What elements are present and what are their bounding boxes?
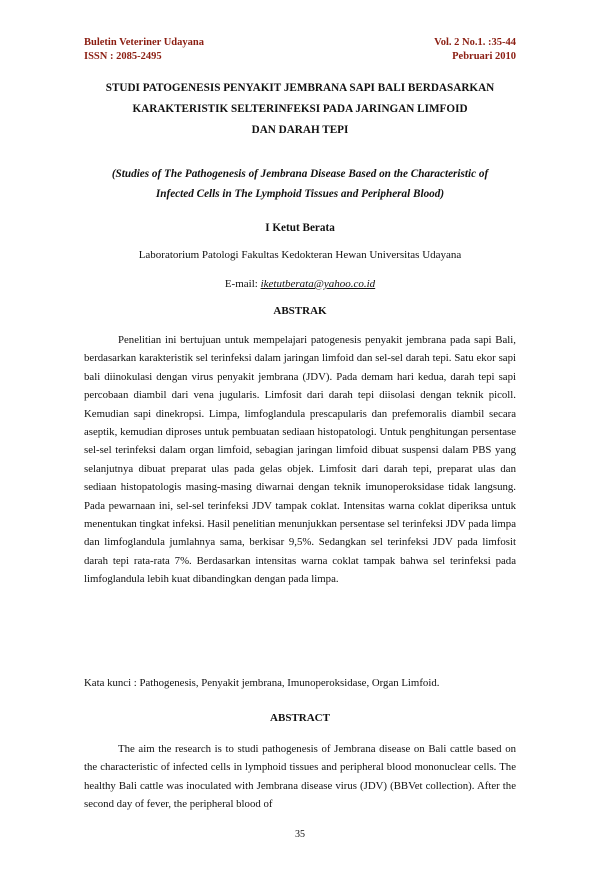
author-name: I Ketut Berata (265, 222, 335, 234)
volume-info: Vol. 2 No.1. :35-44 (434, 37, 516, 48)
english-title (80, 164, 520, 204)
abstrak-heading: ABSTRAK (273, 305, 327, 317)
journal-header-right (434, 36, 516, 64)
english-title-line-2: Infected Cells in The Lymphoid Tissues and Peripheral Blood) (155, 188, 445, 200)
paper-title (70, 78, 530, 141)
author-affiliation: Laboratorium Patologi Fakultas Kedokteran Hewan Universitas Udayana (138, 249, 462, 261)
page-number: 35 (295, 829, 305, 840)
email-label: E-mail: (224, 278, 258, 290)
email-link[interactable]: iketutberata@yahoo.co.id (260, 278, 376, 290)
title-line-2: KARAKTERISTIK SELTERINFEKSI PADA JARINGAN LIMFOID (132, 103, 468, 115)
abstrak-text: Penelitian ini bertujuan untuk mempelajari patogenesis penyakit jembrana pada sapi Bali, berdasarkan karakteristik sel terinfeksi dalam jaringan limfoid dan sel-sel darah tepi. Satu ekor sapi bali diinokulasi dengan virus penyakit jembrana (JDV). Pada demam hari kedua, darah tepi sapi percobaan diambil dari vena jugularis. Limfosit dari darah tepi diisolasi dengan teknik picoll. Kemudian sapi dinekropsi. Limpa, limfoglandula prescapularis dan prefemoralis diambil secara aseptik, kemudian diproses untuk pembuatan sediaan histopatologi. Untuk penghitungan persentase sel-sel terinfeksi dalam organ limfoid, sebagian jaringan limfoid dibuat suspensi dalam PBS yang selanjutnya dibuat preparat ulas pada gelas objek. Limfosit dari darah tepi, preparat ulas dan sediaan histopatologis masing-masing diwarnai dengan teknik imunoperoksidase tidak langsung. Pada pewarnaan ini, sel-sel terinfeksi JDV tampak coklat. Intensitas warna coklat diperiksa untuk menentukan tingkat infeksi. Hasil penelitian menunjukkan persentase sel terinfeksi JDV pada limpa dan limfoglandula jumlahnya sama, berkisar 9,5%. Sedangkan sel terinfeksi JDV pada limfosit darah tepi rata-rata 7%. Berdasarkan intensitas warna coklat tampak bahwa sel terinfeksi pada limfoglandula lebih kuat dibandingkan dengan pada limpa. (84, 334, 516, 586)
abstract-text: The aim the research is to studi pathogenesis of Jembrana disease on Bali cattle based on the characteristic of infected cells in lymphoid tissues and peripheral blood mononuclear cells. The healthy Bali cattle was inoculated with Jembrana disease virus (JDV) (BBVet collection). After the second day of fever, the peripheral blood of (84, 743, 516, 811)
keywords: Kata kunci : Pathogenesis, Penyakit jembrana, Imunoperoksidase, Organ Limfoid. (84, 677, 440, 689)
title-line-1: STUDI PATOGENESIS PENYAKIT JEMBRANA SAPI BALI BERDASARKAN (105, 82, 495, 94)
issue-date: Pebruari 2010 (452, 51, 516, 62)
abstract-heading: ABSTRACT (270, 712, 330, 724)
issn: ISSN : 2085-2495 (84, 51, 162, 62)
english-title-line-1: (Studies of The Pathogenesis of Jembrana Disease Based on the Characteristic of (111, 168, 489, 180)
title-line-3: DAN DARAH TEPI (251, 124, 349, 136)
journal-name: Buletin Veteriner Udayana (84, 37, 204, 48)
author-email (0, 278, 600, 290)
journal-header-left (84, 36, 204, 64)
